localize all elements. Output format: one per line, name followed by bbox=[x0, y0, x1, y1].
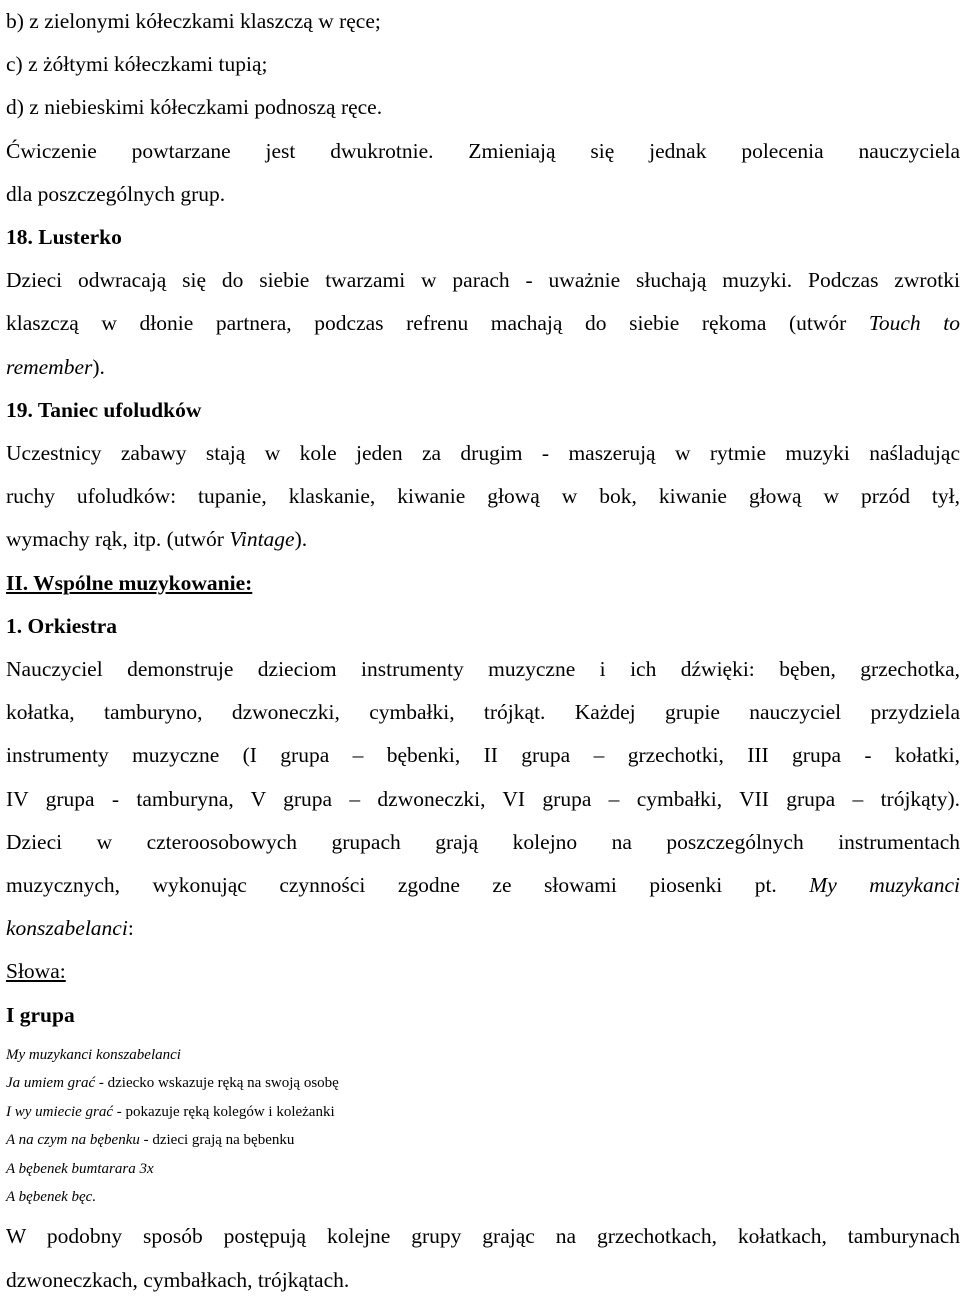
section-II-line-6-text: muzycznych, wykonując czynności zgodne ze słowami piosenki pt. bbox=[6, 873, 810, 898]
lyrics-line-4-normal: - dzieci grają na bębenku bbox=[139, 1132, 295, 1149]
lyrics-line-1-italic: My muzykanci konszabelanci bbox=[6, 1046, 181, 1063]
song-title-muzykanci: My muzykanci bbox=[809, 873, 960, 898]
section-II-line-3: instrumenty muzyczne (I grupa – bębenki, II grupa – grzechotki, III grupa - kołatki, bbox=[6, 743, 960, 768]
section-II-line-1: Nauczyciel demonstruje dzieciom instrumenty muzyczne i ich dźwięki: bęben, grzechotka, bbox=[6, 657, 960, 682]
closing-line-1: W podobny sposób postępują kolejne grupy grając na grzechotkach, kołatkach, tamburynach bbox=[6, 1224, 960, 1249]
list-item-c: c) z żółtymi kółeczkami tupią; bbox=[6, 52, 268, 77]
document-page bbox=[6, 0, 960, 1302]
lyrics-line-2-italic: Ja umiem grać bbox=[6, 1075, 96, 1092]
lyrics-line-5-italic: A bębenek bumtarara 3x bbox=[6, 1160, 154, 1177]
section-II-line-7-end: : bbox=[127, 916, 134, 941]
lyrics-words-label: Słowa: bbox=[6, 959, 66, 984]
section-II-line-6 bbox=[6, 864, 960, 907]
section-II-title: II. Wspólne muzykowanie: bbox=[6, 570, 253, 595]
lyrics-line-5 bbox=[6, 1155, 960, 1183]
section-19-line-3-text: wymachy rąk, itp. (utwór bbox=[6, 527, 230, 552]
song-title-konszabelanci: konszabelanci bbox=[6, 916, 128, 941]
lyrics-group-label: I grupa bbox=[6, 1002, 75, 1027]
lyrics-line-4 bbox=[6, 1126, 960, 1154]
lyrics-line-6-italic: A bębenek bęc. bbox=[6, 1188, 97, 1205]
section-18-line-2-text: klaszczą w dłonie partnera, podczas refrenu machają do siebie rękoma (utwór bbox=[6, 311, 869, 336]
closing-line-2: dzwoneczkach, cymbałkach, trójkątach. bbox=[6, 1267, 350, 1292]
lyrics-line-2-normal: - dziecko wskazuje ręką na swoją osobę bbox=[95, 1075, 339, 1092]
section-18-line-3-end: ). bbox=[92, 354, 105, 379]
lyrics-line-3-normal: - pokazuje ręką kolegów i koleżanki bbox=[113, 1103, 335, 1120]
section-18-line-2 bbox=[6, 302, 960, 345]
lyrics-line-6 bbox=[6, 1183, 960, 1211]
section-II-line-2: kołatka, tamburyno, dzwoneczki, cymbałki, trójkąt. Każdej grupie nauczyciel przydziela bbox=[6, 700, 960, 725]
lyrics-line-2 bbox=[6, 1069, 960, 1097]
lyrics-line-3 bbox=[6, 1098, 960, 1126]
section-19-title: 19. Taniec ufoludków bbox=[6, 397, 202, 422]
section-II-line-4: IV grupa - tamburyna, V grupa – dzwoneczki, VI grupa – cymbałki, VII grupa – trójkąty). bbox=[6, 786, 960, 811]
section-18-line-3 bbox=[6, 346, 960, 389]
paragraph-repeat-line-1: Ćwiczenie powtarzane jest dwukrotnie. Zmieniają się jednak polecenia nauczyciela bbox=[6, 138, 960, 163]
section-II-line-5: Dzieci w czteroosobowych grupach grają kolejno na poszczególnych instrumentach bbox=[6, 829, 960, 854]
section-II-line-7 bbox=[6, 907, 960, 950]
section-18-title: 18. Lusterko bbox=[6, 225, 122, 250]
song-title-remember: remember bbox=[6, 354, 93, 379]
section-II-subtitle: 1. Orkiestra bbox=[6, 613, 118, 638]
section-19-line-2: ruchy ufoludków: tupanie, klaskanie, kiwanie głową w bok, kiwanie głową w przód tył, bbox=[6, 484, 960, 509]
lyrics-block bbox=[6, 1037, 960, 1215]
song-title-vintage: Vintage bbox=[229, 527, 295, 552]
lyrics-line-1 bbox=[6, 1041, 960, 1069]
section-18-line-1: Dzieci odwracają się do siebie twarzami w parach - uważnie słuchają muzyki. Podczas zwrotki bbox=[6, 268, 960, 293]
section-19-line-1: Uczestnicy zabawy stają w kole jeden za drugim - maszerują w rytmie muzyki naśladując bbox=[6, 441, 960, 466]
section-19-line-3 bbox=[6, 518, 960, 561]
list-item-d: d) z niebieskimi kółeczkami podnoszą ręce. bbox=[6, 95, 383, 120]
section-19-line-3-end: ). bbox=[294, 527, 308, 552]
song-title-touch: Touch to bbox=[868, 311, 960, 336]
paragraph-repeat-line-2: dla poszczególnych grup. bbox=[6, 181, 226, 206]
lyrics-line-3-italic: I wy umiecie grać bbox=[6, 1103, 114, 1120]
lyrics-line-4-italic: A na czym na bębenku bbox=[6, 1132, 140, 1149]
list-item-b: b) z zielonymi kółeczkami klaszczą w ręce; bbox=[6, 9, 381, 33]
